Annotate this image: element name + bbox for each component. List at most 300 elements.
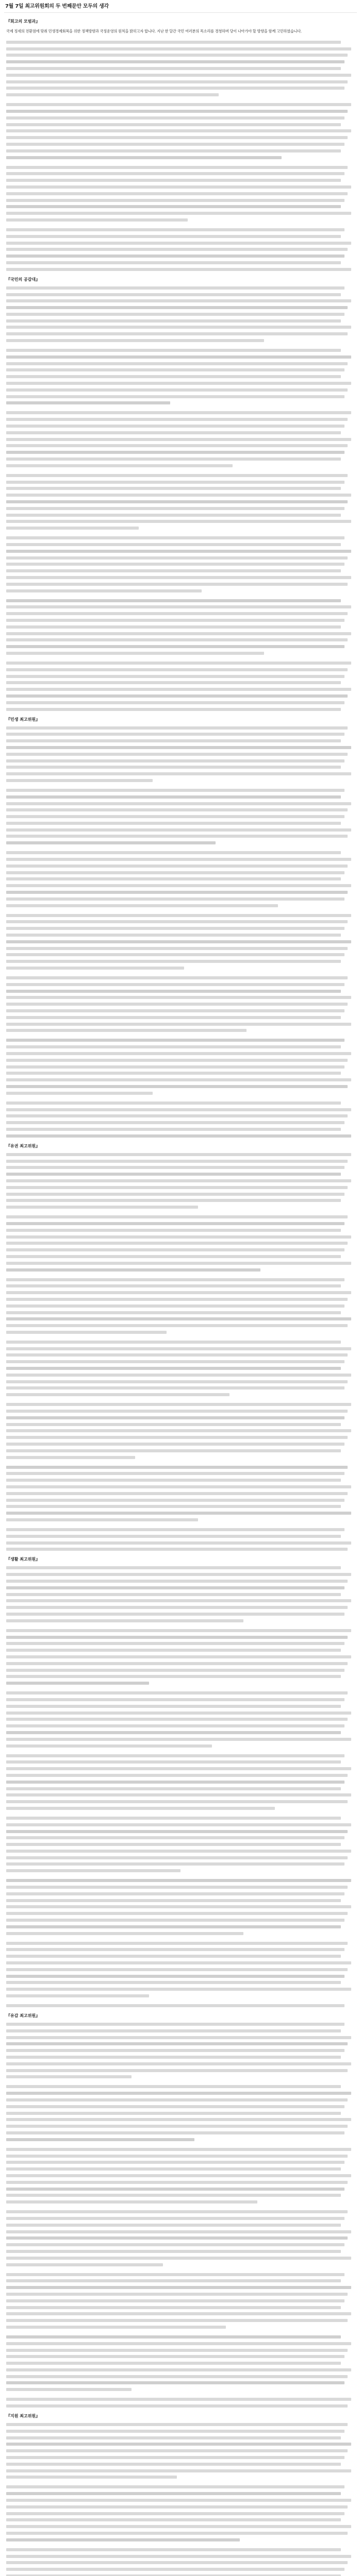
text-line: [6, 1045, 341, 1048]
text-line: [6, 865, 348, 868]
text-line: [6, 1039, 344, 1042]
text-line: [6, 1092, 153, 1095]
text-line: [6, 815, 344, 818]
text-line: [6, 382, 351, 385]
text-line: [6, 1955, 341, 1958]
text-block: [6, 2023, 355, 2408]
text-line: [6, 2404, 348, 2408]
text-line: [6, 1324, 348, 1327]
text-line: [6, 934, 341, 937]
text-line: [6, 795, 341, 799]
text-line: [6, 2293, 348, 2296]
text-line: [6, 1793, 351, 1797]
text-line: [6, 1817, 341, 1820]
text-line: [6, 2362, 341, 2365]
text-line: [6, 1830, 348, 1833]
text-line: [6, 1193, 344, 1196]
text-line: [6, 681, 341, 684]
text-line: [6, 1317, 351, 1320]
section-7: [4, 2413, 357, 2576]
text-line: [6, 2042, 348, 2045]
text-line: [6, 947, 348, 950]
text-line: [6, 599, 341, 602]
section-heading: 『지원 최고위원』: [6, 2414, 40, 2419]
text-line: [6, 1353, 348, 1357]
text-line: [6, 1942, 348, 1945]
text-line: [6, 1029, 247, 1032]
text-line: [6, 1879, 351, 1882]
text-line: [6, 619, 344, 622]
section-4: [4, 1143, 357, 1551]
text-line: [6, 835, 348, 838]
text-line: [6, 2375, 348, 2378]
text-line: [6, 569, 341, 572]
text-line: [6, 983, 344, 986]
text-line: [6, 2505, 348, 2509]
text-line: [6, 638, 348, 641]
text-line: [6, 1905, 351, 1908]
text-line: [6, 1899, 341, 1902]
text-line: [6, 2463, 341, 2466]
text-line: [6, 388, 348, 392]
text-line: [6, 739, 341, 742]
text-line: [6, 1052, 351, 1055]
text-line: [6, 1975, 344, 1978]
text-line: [6, 2299, 344, 2302]
text-line: [6, 701, 344, 704]
text-line: [6, 1948, 344, 1951]
text-line: [6, 1528, 344, 1531]
text-line: [6, 1892, 344, 1895]
text-line: [6, 1718, 348, 1721]
text-line: [6, 1179, 351, 1182]
text-line: [6, 1072, 341, 1075]
text-line: [6, 2112, 341, 2115]
text-line: [6, 1360, 344, 1363]
text-line: [6, 1767, 351, 1770]
text-line: [6, 494, 351, 497]
text-line: [6, 2279, 341, 2282]
text-line: [6, 789, 344, 792]
text-line: [6, 2306, 341, 2309]
text-line: [6, 953, 344, 956]
text-line: [6, 1642, 344, 1645]
text-line: [6, 2250, 341, 2253]
text-line: [6, 60, 344, 63]
text-line: [6, 1235, 351, 1239]
text-line: [6, 1466, 348, 1469]
text-line: [6, 2257, 351, 2260]
text-line: [6, 67, 341, 70]
text-line: [6, 1215, 348, 1218]
text-line: [6, 1850, 351, 1853]
text-line: [6, 1807, 275, 1810]
text-line: [6, 1114, 348, 1117]
text-line: [6, 1994, 149, 1997]
text-line: [6, 675, 344, 678]
text-line: [6, 1691, 348, 1694]
text-line: [6, 2138, 194, 2141]
text-block: [6, 1153, 355, 1551]
text-line: [6, 2538, 240, 2541]
text-line: [6, 851, 341, 854]
text-line: [6, 2476, 177, 2479]
text-line: [6, 2029, 341, 2032]
text-line: [6, 1255, 341, 1258]
text-line: [6, 1485, 351, 1488]
text-line: [6, 1311, 341, 1314]
text-line: [6, 779, 153, 782]
text-line: [6, 1291, 351, 1294]
text-line: [6, 1436, 348, 1439]
text-line: [6, 1760, 341, 1764]
text-line: [6, 2004, 344, 2007]
text-line: [6, 1961, 351, 1964]
text-block: [6, 286, 355, 711]
text-block: [6, 2423, 355, 2576]
text-line: [6, 1085, 348, 1088]
text-line: [6, 1386, 344, 1389]
text-line: [6, 2230, 351, 2233]
text-line: [6, 306, 348, 309]
text-line: [6, 2210, 348, 2213]
text-line: [6, 2368, 351, 2371]
text-line: [6, 1682, 149, 1685]
text-line: [6, 1869, 180, 1872]
text-line: [6, 362, 348, 365]
text-line: [6, 1101, 341, 1105]
text-line: [6, 976, 348, 979]
text-line: [6, 871, 344, 874]
text-line: [6, 1655, 351, 1658]
text-line: [6, 1754, 344, 1757]
text-line: [6, 1262, 351, 1265]
text-line: [6, 612, 348, 615]
text-line: [6, 605, 351, 608]
text-line: [6, 543, 341, 546]
text-line: [6, 149, 341, 152]
text-line: [6, 841, 216, 844]
text-line: [6, 1774, 348, 1777]
text-line: [6, 123, 341, 126]
section-heading: 『회고의 모범과』: [6, 19, 40, 24]
text-line: [6, 1347, 351, 1350]
section-paragraph: 국제 정세의 전환점에 맞춰 민생경제회복을 위한 정책방향과 국정운영의 원칙을 밝히고자 합니다. 지난 한 달간 국민 여러분의 목소리를 경청하며 당이 나아가야 할 방향을 함께 고민하였습니다.: [6, 29, 302, 33]
text-line: [6, 1304, 344, 1308]
text-line: [6, 2092, 351, 2095]
text-line: [6, 268, 351, 271]
text-line: [6, 1206, 198, 1209]
text-line: [6, 411, 351, 414]
text-line: [6, 487, 341, 490]
text-line: [6, 481, 344, 484]
text-line: [6, 2286, 351, 2289]
text-line: [6, 129, 351, 132]
text-line: [6, 1738, 351, 1741]
text-line: [6, 54, 348, 57]
text-line: [6, 1886, 348, 1889]
text-line: [6, 960, 341, 963]
text-line: [6, 1380, 348, 1383]
text-line: [6, 286, 344, 290]
text-line: [6, 1393, 229, 1396]
text-line: [6, 1003, 348, 1006]
text-line: [6, 444, 348, 447]
text-line: [6, 218, 188, 222]
text-line: [6, 2263, 163, 2266]
text-line: [6, 2568, 344, 2571]
text-line: [6, 1341, 341, 1344]
text-line: [6, 2532, 348, 2535]
text-line: [6, 2398, 351, 2401]
text-line: [6, 662, 351, 665]
text-line: [6, 375, 341, 378]
text-line: [6, 1229, 341, 1232]
text-line: [6, 1331, 167, 1334]
text-line: [6, 1669, 344, 1672]
text-line: [6, 212, 351, 215]
text-line: [6, 2075, 132, 2078]
text-line: [6, 464, 233, 467]
text-line: [6, 2023, 344, 2026]
text-line: [6, 2105, 344, 2108]
section-heading: 『민생 최고위원』: [6, 717, 40, 722]
text-line: [6, 1566, 341, 1569]
text-line: [6, 1367, 341, 1370]
text-line: [6, 326, 351, 329]
text-line: [6, 199, 344, 202]
text-line: [6, 80, 348, 83]
text-line: [6, 1580, 348, 1583]
text-line: [6, 1268, 260, 1272]
text-line: [6, 507, 344, 510]
text-line: [6, 1988, 351, 1991]
text-line: [6, 668, 348, 671]
text-line: [6, 248, 348, 251]
text-line: [6, 2131, 344, 2134]
text-line: [6, 2174, 351, 2177]
text-line: [6, 746, 351, 749]
text-line: [6, 293, 341, 296]
document-title: 7월 7일 최고위원회의 두 번째문안 모두의 생각: [5, 4, 109, 9]
text-line: [6, 1823, 351, 1826]
text-line: [6, 2436, 341, 2439]
text-line: [6, 2224, 341, 2227]
text-line: [6, 1781, 344, 1784]
text-line: [6, 1856, 348, 1859]
text-line: [6, 179, 341, 182]
text-line: [6, 2062, 351, 2065]
text-line: [6, 645, 344, 648]
text-line: [6, 828, 351, 832]
text-line: [6, 1009, 344, 1012]
text-line: [6, 2148, 351, 2151]
text-line: [6, 2430, 344, 2433]
text-line: [6, 1374, 351, 1377]
text-line: [6, 2548, 341, 2551]
text-line: [6, 74, 351, 77]
text-line: [6, 2342, 351, 2345]
text-line: [6, 733, 344, 736]
text-line: [6, 2085, 341, 2088]
section-2: [4, 277, 357, 711]
text-line: [6, 1843, 341, 1846]
text-line: [6, 527, 139, 530]
text-line: [6, 1512, 351, 1515]
text-line: [6, 87, 344, 90]
text-line: [6, 990, 341, 993]
text-line: [6, 1108, 351, 1111]
text-line: [6, 1199, 341, 1202]
text-line: [6, 457, 341, 461]
text-line: [6, 1548, 348, 1551]
text-line: [6, 2485, 344, 2488]
text-line: [6, 451, 344, 454]
section-heading: 『유감 최고위원』: [6, 2013, 40, 2019]
text-line: [6, 143, 344, 146]
text-line: [6, 2443, 351, 2446]
text-line: [6, 319, 341, 323]
text-line: [6, 500, 348, 503]
text-line: [6, 1416, 344, 1419]
text-line: [6, 1862, 344, 1866]
text-line: [6, 156, 282, 159]
text-line: [6, 418, 348, 421]
text-line: [6, 401, 170, 404]
text-line: [6, 474, 348, 477]
text-line: [6, 1925, 341, 1928]
text-line: [6, 2243, 344, 2246]
text-line: [6, 313, 344, 316]
text-line: [6, 2518, 341, 2521]
text-line: [6, 1518, 198, 1521]
text-line: [6, 802, 351, 805]
text-line: [6, 1724, 344, 1727]
text-line: [6, 2098, 348, 2102]
text-line: [6, 1613, 344, 1616]
text-line: [6, 2456, 344, 2459]
text-line: [6, 1705, 341, 1708]
text-line: [6, 708, 341, 711]
text-line: [6, 2525, 351, 2528]
text-line: [6, 884, 351, 887]
text-line: [6, 1128, 341, 1131]
text-line: [6, 1023, 351, 1026]
text-line: [6, 2512, 344, 2515]
text-line: [6, 185, 351, 189]
text-line: [6, 2381, 344, 2384]
text-line: [6, 1479, 341, 1482]
text-line: [6, 1242, 348, 1245]
text-line: [6, 2036, 351, 2039]
text-line: [6, 2167, 341, 2171]
text-line: [6, 2355, 344, 2358]
text-line: [6, 1836, 344, 1839]
text-line: [6, 920, 348, 923]
text-line: [6, 103, 351, 106]
text-line: [6, 1449, 341, 1452]
text-line: [6, 1711, 351, 1715]
text-line: [6, 368, 344, 371]
text-line: [6, 431, 341, 434]
text-line: [6, 1698, 344, 1701]
text-line: [6, 688, 351, 691]
text-line: [6, 1535, 341, 1538]
text-line: [6, 632, 351, 635]
text-line: [6, 2181, 348, 2184]
text-line: [6, 1593, 341, 1596]
text-line: [6, 1912, 348, 1915]
text-line: [6, 1134, 351, 1138]
text-line: [6, 2469, 351, 2472]
text-line: [6, 583, 348, 586]
text-line: [6, 940, 351, 943]
text-line: [6, 1599, 351, 1602]
text-line: [6, 536, 344, 539]
text-line: [6, 235, 341, 238]
text-line: [6, 47, 351, 50]
text-line: [6, 1016, 341, 1019]
text-line: [6, 891, 348, 894]
text-line: [6, 1629, 351, 1632]
text-line: [6, 1492, 348, 1495]
text-line: [6, 772, 351, 775]
text-line: [6, 1443, 344, 1446]
text-line: [6, 2388, 132, 2391]
text-line: [6, 1429, 351, 1432]
text-line: [6, 339, 264, 342]
text-line: [6, 1499, 344, 1502]
section-6: [4, 2013, 357, 2408]
text-line: [6, 228, 344, 231]
text-line: [6, 1284, 341, 1287]
text-line: [6, 2069, 348, 2072]
text-line: [6, 395, 344, 398]
text-line: [6, 927, 344, 930]
text-line: [6, 1586, 344, 1589]
text-line: [6, 438, 351, 441]
text-line: [6, 556, 348, 560]
text-line: [6, 255, 344, 258]
section-heading: 『국민의 공감대』: [6, 277, 40, 282]
text-line: [6, 2561, 348, 2564]
text-line: [6, 1932, 243, 1935]
text-line: [6, 2499, 351, 2502]
text-line: [6, 41, 341, 44]
text-line: [6, 550, 351, 553]
text-line: [6, 1166, 344, 1169]
text-line: [6, 996, 351, 999]
text-line: [6, 2423, 348, 2426]
text-line: [6, 1222, 344, 1225]
text-line: [6, 1731, 341, 1734]
text-line: [6, 110, 348, 113]
text-line: [6, 625, 341, 629]
text-line: [6, 2056, 341, 2059]
text-line: [6, 753, 348, 756]
text-line: [6, 2217, 344, 2220]
text-line: [6, 1675, 341, 1678]
section-heading: 『생활 최고위원』: [6, 1557, 40, 1562]
text-line: [6, 1423, 341, 1426]
text-line: [6, 2049, 344, 2052]
text-line: [6, 1078, 351, 1081]
text-line: [6, 1472, 344, 1475]
text-line: [6, 2326, 226, 2329]
text-line: [6, 1456, 135, 1459]
text-line: [6, 2188, 344, 2191]
text-line: [6, 563, 344, 566]
